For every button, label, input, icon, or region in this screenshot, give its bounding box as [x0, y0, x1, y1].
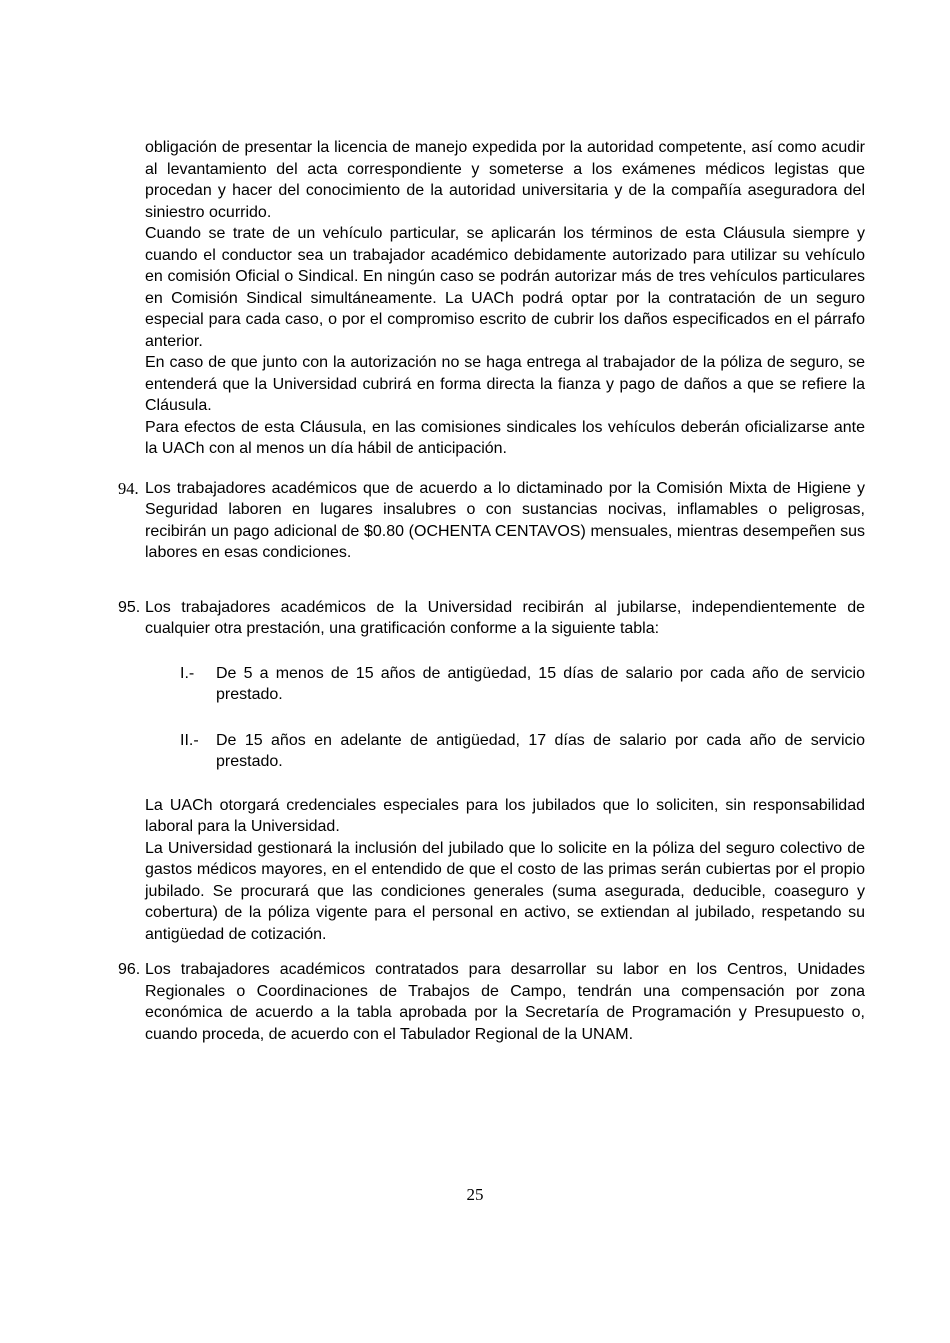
clause-95-subitem-1 — [180, 663, 865, 706]
clause-95-text: Los trabajadores académicos de la Universidad recibirán al jubilarse, independientemente de cualquier otra prestación, una gratificación conforme a la siguiente tabla: — [145, 598, 865, 637]
subitem-1-text: De 5 a menos de 15 años de antigüedad, 15 días de salario por cada año de servicio prestado. — [216, 664, 865, 703]
clause-94 — [118, 478, 865, 564]
subitem-1-marker: I.- — [180, 664, 195, 682]
subitem-2-text: De 15 años en adelante de antigüedad, 17 días de salario por cada año de servicio prestado. — [216, 731, 865, 770]
clause-94-text: Los trabajadores académicos que de acuerdo a lo dictaminado por la Comisión Mixta de Higiene y Seguridad laboren en lugares insalubres o con sustancias nocivas, inflamables o peligrosas, recibirán un pago adicional de $0.80 (OCHENTA CENTAVOS) mensuales, mientras desempeñen sus labores en esas condiciones. — [145, 479, 865, 561]
document-content — [118, 137, 865, 1066]
paragraph-retiree-medical-insurance: La Universidad gestionará la inclusión del jubilado que lo solicite en la póliza del seguro colectivo de gastos médicos mayores, en el entendido de que el costo de las primas serán cubiertas por el propio jubilado. Se procurará que las condiciones generales (suma asegurada, deducible, coaseguro y cobertura) de la póliza vigente para el personal en activo, se extiendan al jubilado, respetando su antigüedad de cotización. — [145, 839, 865, 943]
paragraph-retiree-credentials: La UACh otorgará credenciales especiales para los jubilados que lo soliciten, sin responsabilidad laboral para la Universidad. — [145, 796, 865, 835]
clause-95-subitem-2 — [180, 730, 865, 773]
clause-96-number: 96. — [118, 961, 141, 978]
clause-96 — [118, 959, 865, 1045]
clause-95 — [118, 597, 865, 640]
page-number: 25 — [466, 1185, 484, 1204]
paragraph-union-commission-notice: Para efectos de esta Cláusula, en las comisiones sindicales los vehículos deberán oficializarse ante la UACh con al menos un día hábil de anticipación. — [145, 418, 865, 457]
clause-96-text: Los trabajadores académicos contratados para desarrollar su labor en los Centros, Unidades Regionales o Coordinaciones de Trabajos de Campo, tendrán una compensación por zona económica de acuerdo a la tabla aprobada por la Secretaría de Programación y Presupuesto o, cuando proceda, de acuerdo con el Tabulador Regional de la UNAM. — [145, 961, 865, 1043]
clause-95-number: 95. — [118, 598, 141, 616]
clause-94-number: 94. — [118, 478, 139, 498]
paragraph-private-vehicle-terms: Cuando se trate de un vehículo particular, se aplicarán los términos de esta Cláusula siempre y cuando el conductor sea un trabajador académico debidamente autorizado para utilizar su vehículo en comisión Oficial o Sindical. En ningún caso se podrán autorizar más de tres vehículos particulares en Comisión Sindical simultáneamente. La UACh podrá optar por la contratación de un seguro especial para cada caso, o por el compromiso escrito de cubrir los daños especificados en el párrafo anterior. — [145, 225, 865, 350]
subitem-2-marker: II.- — [180, 731, 199, 749]
paragraph-license-obligation: obligación de presentar la licencia de manejo expedida por la autoridad competente, así como acudir al levantamiento del acta correspondiente y someterse a los exámenes médicos legistas que procedan y hacer del conocimiento de la autoridad universitaria y de la compañía aseguradora del siniestro ocurrido. — [145, 139, 865, 221]
paragraph-insurance-policy-delivery: En caso de que junto con la autorización no se haga entrega al trabajador de la póliza de seguro, se entenderá que la Universidad cubrirá en forma directa la fianza y pago de daños a que se refiere la Cláusula. — [145, 354, 865, 414]
